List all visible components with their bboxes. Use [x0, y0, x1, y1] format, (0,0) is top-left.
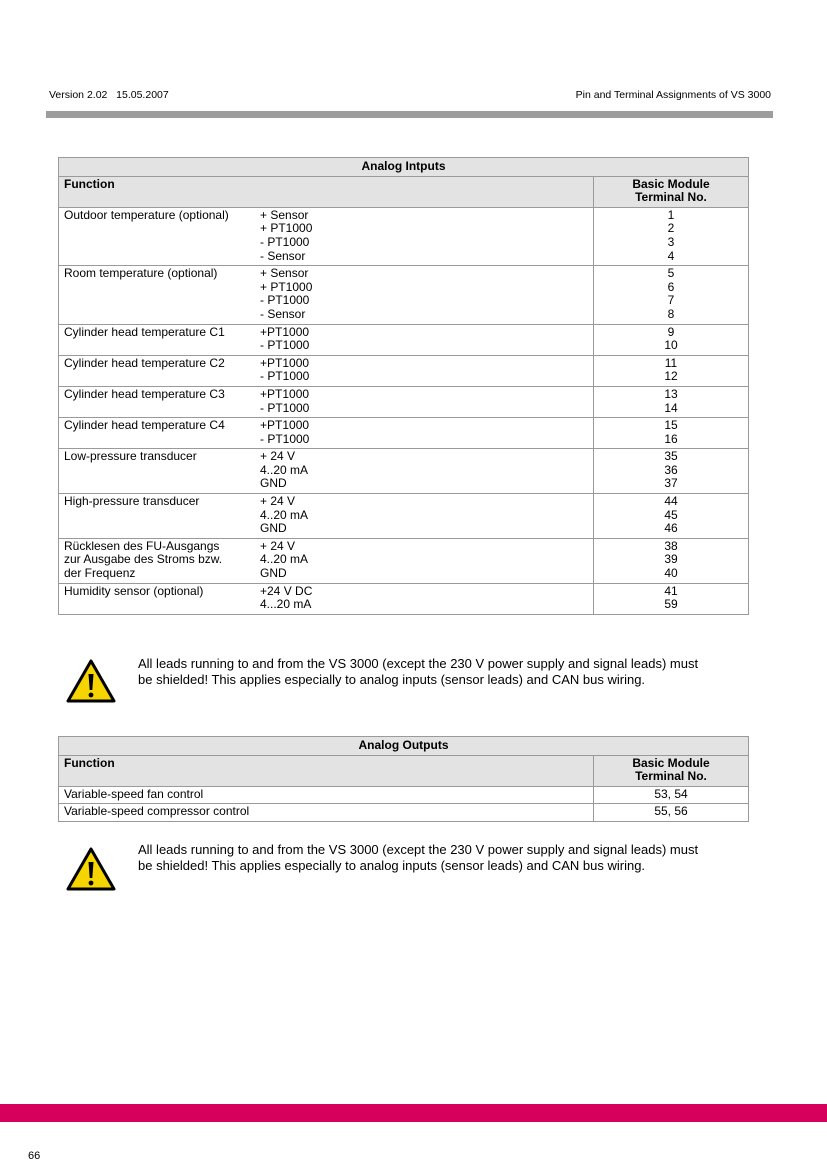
table-row — [59, 386, 749, 417]
terminal-cell: 55, 56 — [594, 804, 749, 822]
header-version — [49, 89, 169, 101]
table-row — [59, 538, 749, 583]
terminal-cell: 11 12 — [594, 355, 749, 386]
signal-cell: + Sensor + PT1000 - PT1000 - Sensor — [255, 266, 594, 324]
table-row — [59, 786, 749, 804]
function-cell: Humidity sensor (optional) — [59, 583, 256, 614]
terminal-column-header: Basic Module Terminal No. — [594, 176, 749, 207]
table-row — [59, 418, 749, 449]
signal-cell: + 24 V 4..20 mA GND — [255, 494, 594, 539]
table-row — [59, 266, 749, 324]
warning-triangle-icon — [65, 658, 117, 704]
terminal-cell: 41 59 — [594, 583, 749, 614]
analog-outputs-table — [58, 736, 749, 822]
function-cell: Cylinder head temperature C4 — [59, 418, 256, 449]
table-row — [59, 207, 749, 265]
warning-triangle-icon — [65, 846, 117, 892]
terminal-cell: 13 14 — [594, 386, 749, 417]
function-cell: Variable-speed compressor control — [59, 804, 594, 822]
version-label: Version 2.02 — [49, 89, 108, 101]
signal-cell: +PT1000 - PT1000 — [255, 355, 594, 386]
analog-inputs-caption: Analog Intputs — [59, 158, 749, 177]
function-cell: High-pressure transducer — [59, 494, 256, 539]
function-cell: Cylinder head temperature C2 — [59, 355, 256, 386]
function-column-header: Function — [59, 755, 594, 786]
signal-cell: +PT1000 - PT1000 — [255, 386, 594, 417]
terminal-cell: 15 16 — [594, 418, 749, 449]
analog-inputs-table — [58, 157, 749, 615]
signal-cell: +PT1000 - PT1000 — [255, 418, 594, 449]
table-row — [59, 355, 749, 386]
analog-outputs-caption: Analog Outputs — [59, 737, 749, 756]
terminal-cell: 53, 54 — [594, 786, 749, 804]
page-number: 66 — [28, 1150, 41, 1162]
terminal-cell: 44 45 46 — [594, 494, 749, 539]
function-cell: Variable-speed fan control — [59, 786, 594, 804]
function-cell: Cylinder head temperature C3 — [59, 386, 256, 417]
analog-inputs-rows — [59, 207, 749, 614]
header-divider — [46, 111, 773, 118]
terminal-cell: 9 10 — [594, 324, 749, 355]
function-cell: Cylinder head temperature C1 — [59, 324, 256, 355]
header-section-title: Pin and Terminal Assignments of VS 3000 — [575, 89, 771, 101]
table-row — [59, 583, 749, 614]
signal-cell: +24 V DC 4...20 mA — [255, 583, 594, 614]
table-row — [59, 324, 749, 355]
function-column-header: Function — [59, 176, 594, 207]
shielding-warning-text: All leads running to and from the VS 3000 (except the 230 V power supply and signal leads) must be shielded! This applies especially to analog inputs (sensor leads) and CAN bus wiring. — [138, 842, 699, 873]
function-cell: Rücklesen des FU-Ausgangs zur Ausgabe des Stroms bzw. der Frequenz — [59, 538, 256, 583]
signal-cell: + Sensor + PT1000 - PT1000 - Sensor — [255, 207, 594, 265]
signal-cell: + 24 V 4..20 mA GND — [255, 449, 594, 494]
version-date: 15.05.2007 — [116, 89, 169, 101]
terminal-cell: 1 2 3 4 — [594, 207, 749, 265]
shielding-warning-text: All leads running to and from the VS 3000 (except the 230 V power supply and signal leads) must be shielded! This applies especially to analog inputs (sensor leads) and CAN bus wiring. — [138, 656, 699, 687]
function-cell: Outdoor temperature (optional) — [59, 207, 256, 265]
signal-cell: +PT1000 - PT1000 — [255, 324, 594, 355]
function-cell: Low-pressure transducer — [59, 449, 256, 494]
terminal-cell: 5 6 7 8 — [594, 266, 749, 324]
footer-bar — [0, 1104, 827, 1122]
table-row — [59, 449, 749, 494]
analog-outputs-rows — [59, 786, 749, 821]
terminal-cell: 35 36 37 — [594, 449, 749, 494]
terminal-cell: 38 39 40 — [594, 538, 749, 583]
terminal-column-header: Basic Module Terminal No. — [594, 755, 749, 786]
signal-cell: + 24 V 4..20 mA GND — [255, 538, 594, 583]
function-cell: Room temperature (optional) — [59, 266, 256, 324]
table-row — [59, 494, 749, 539]
table-row — [59, 804, 749, 822]
